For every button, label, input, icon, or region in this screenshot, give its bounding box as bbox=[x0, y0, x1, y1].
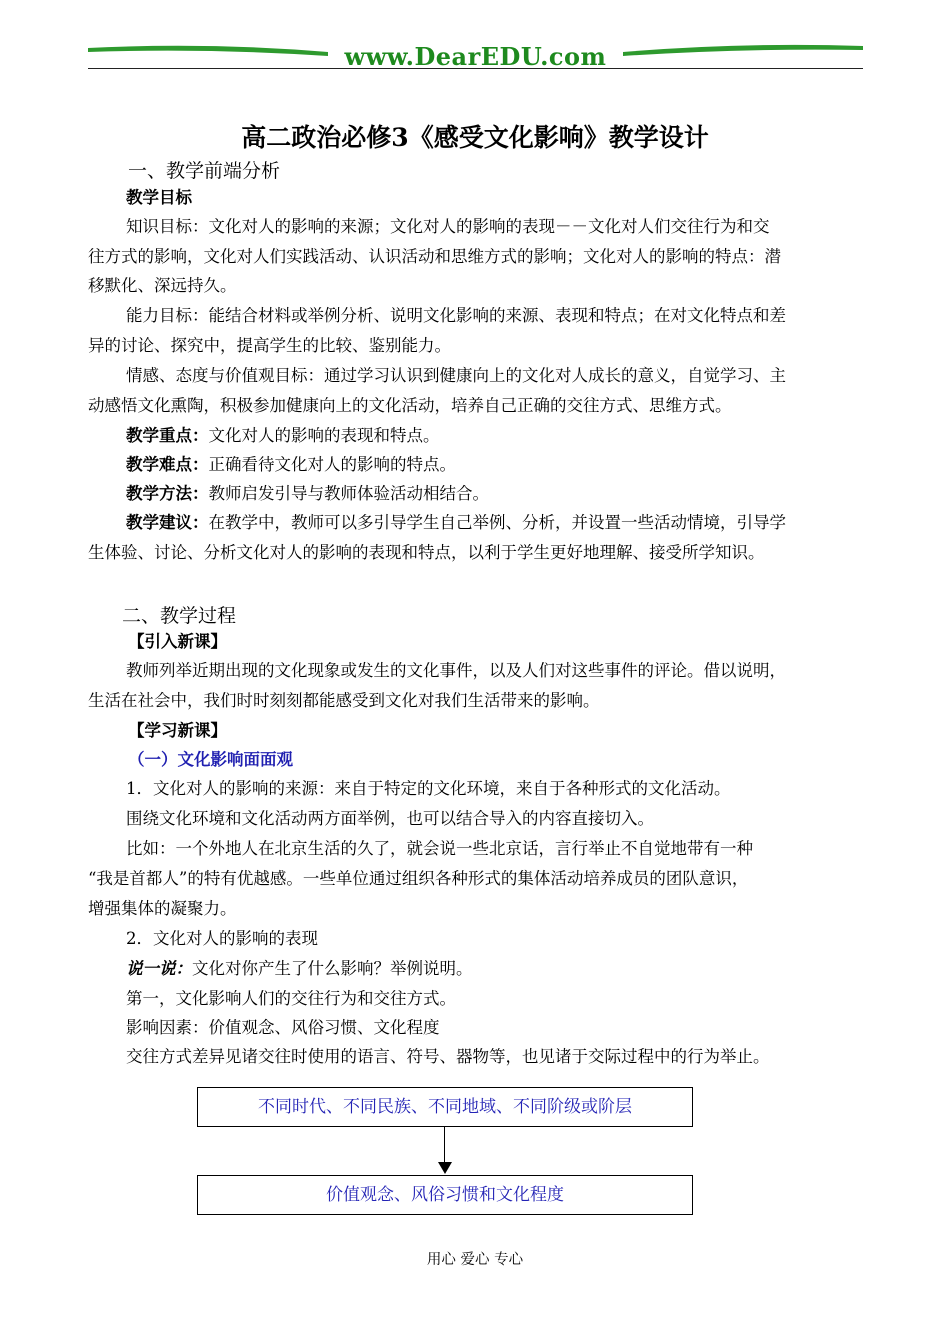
learn-heading: 【学习新课】 bbox=[128, 721, 227, 740]
intro-line2: 生活在社会中，我们时时刻刻都能感受到文化对我们生活带来的影响。 bbox=[88, 691, 600, 710]
teaching-difficulty bbox=[126, 455, 456, 475]
example-line1: 比如：一个外地人在北京生活的久了，就会说一些北京话，言行举止不自觉地带有一种 bbox=[126, 839, 753, 858]
document-title: 高二政治必修3《感受文化影响》教学设计 bbox=[241, 123, 709, 152]
intro-line1: 教师列举近期出现的文化现象或发生的文化事件，以及人们对这些事件的评论。借以说明， bbox=[126, 661, 786, 680]
flowchart-box-bottom: 价值观念、风俗习惯和文化程度 bbox=[197, 1175, 693, 1215]
section-heading-analysis: 一、教学前端分析 bbox=[128, 160, 281, 182]
goals-heading: 教学目标 bbox=[126, 188, 192, 207]
teaching-method bbox=[126, 484, 489, 504]
flowchart-box-top: 不同时代、不同民族、不同地域、不同阶级或阶层 bbox=[197, 1087, 693, 1127]
emotion-goal-line2: 动感悟文化熏陶，积极参加健康向上的文化活动，培养自己正确的交往方式、思维方式。 bbox=[88, 396, 732, 415]
method-text: 教师启发引导与教师体验活动相结合。 bbox=[208, 484, 489, 503]
source-paragraph: 1．文化对人的影响的来源：来自于特定的文化环境，来自于各种形式的文化活动。 bbox=[126, 779, 731, 798]
ability-goal-line2: 异的讨论、探究中，提高学生的比较、鉴别能力。 bbox=[88, 336, 451, 355]
emotion-goal-line1: 情感、态度与价值观目标：通过学习认识到健康向上的文化对人成长的意义，自觉学习、主 bbox=[126, 366, 786, 385]
say-label: 说一说： bbox=[126, 959, 192, 978]
interaction-differences: 交往方式差异见诸交往时使用的语言、符号、器物等，也见诸于交际过程中的行为举止。 bbox=[126, 1047, 770, 1066]
subsection-heading: （一）文化影响面面观 bbox=[128, 750, 293, 769]
advice-label: 教学建议： bbox=[126, 513, 209, 532]
focus-label: 教学重点： bbox=[126, 426, 209, 445]
say-text: 文化对你产生了什么影响？举例说明。 bbox=[192, 959, 473, 978]
manifestation-heading: 2．文化对人的影响的表现 bbox=[126, 929, 318, 948]
difficulty-label: 教学难点： bbox=[126, 455, 209, 474]
influence-factors: 影响因素：价值观念、风俗习惯、文化程度 bbox=[126, 1018, 440, 1037]
say-prompt bbox=[126, 959, 473, 979]
method-label: 教学方法： bbox=[126, 484, 209, 503]
section-heading-process: 二、教学过程 bbox=[122, 605, 237, 627]
flowchart-arrow-line bbox=[444, 1127, 445, 1165]
difficulty-text: 正确看待文化对人的影响的特点。 bbox=[208, 455, 456, 474]
teaching-focus bbox=[126, 426, 440, 446]
example-line2: “我是首都人”的特有优越感。一些单位通过组织各种形式的集体活动培养成员的团队意识， bbox=[88, 869, 749, 888]
arrow-down-icon bbox=[438, 1162, 452, 1174]
page-footer: 用心 爱心 专心 bbox=[426, 1252, 524, 1268]
example-line3: 增强集体的凝聚力。 bbox=[88, 899, 237, 918]
teaching-advice-line2: 生体验、讨论、分析文化对人的影响的表现和特点，以利于学生更好地理解、接受所学知识。 bbox=[88, 543, 765, 562]
ability-goal-line1: 能力目标：能结合材料或举例分析、说明文化影响的来源、表现和特点；在对文化特点和差 bbox=[126, 306, 786, 325]
knowledge-goal-line3: 移默化、深远持久。 bbox=[88, 276, 237, 295]
advice-text: 在教学中，教师可以多引导学生自己举例、分析，并设置一些活动情境，引导学 bbox=[208, 513, 786, 532]
first-point: 第一，文化影响人们的交往行为和交往方式。 bbox=[126, 989, 456, 1008]
focus-text: 文化对人的影响的表现和特点。 bbox=[208, 426, 440, 445]
site-logo: www.DearEDU.com bbox=[344, 42, 607, 71]
knowledge-goal-line1: 知识目标：文化对人的影响的来源；文化对人的影响的表现－－文化对人们交往行为和交 bbox=[126, 217, 770, 236]
example-paragraph: 围绕文化环境和文化活动两方面举例，也可以结合导入的内容直接切入。 bbox=[126, 809, 654, 828]
knowledge-goal-line2: 往方式的影响，文化对人们实践活动、认识活动和思维方式的影响；文化对人的影响的特点：潜 bbox=[88, 247, 781, 266]
teaching-advice-line1 bbox=[126, 513, 786, 533]
header-rule bbox=[88, 68, 863, 69]
intro-heading: 【引入新课】 bbox=[128, 632, 227, 651]
header-banner bbox=[88, 38, 863, 72]
